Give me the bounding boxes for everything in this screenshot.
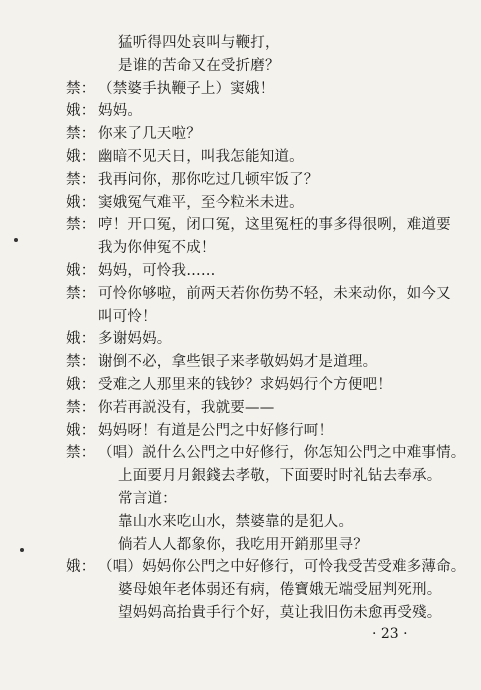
line-text: 妈妈呀！有道是公門之中好修行呵！ xyxy=(98,422,334,439)
line-text: 猛听得四处哀叫与鞭打， xyxy=(118,35,280,51)
line-text: 多谢妈妈。 xyxy=(98,331,172,348)
line-text: 倘若人人都象你，我吃用开銷那里寻？ xyxy=(118,536,368,553)
line-text: 叫可怜！ xyxy=(98,308,157,325)
speaker-label: 娥： xyxy=(66,559,96,576)
margin-mark xyxy=(14,238,18,242)
speaker-label: 娥： xyxy=(66,103,96,120)
speaker-label: 禁： xyxy=(66,217,96,234)
line-text: 妈妈。 xyxy=(98,103,143,120)
speaker-label: 娥： xyxy=(66,263,96,279)
page-number: · 23 · xyxy=(372,626,408,642)
line-text: 婆母娘年老体弱还有病，倦寶娥无端受屈判死刑。 xyxy=(118,582,442,599)
speaker-label: 禁： xyxy=(66,399,96,416)
speaker-label: 娥： xyxy=(66,149,96,165)
speaker-label: 禁： xyxy=(66,285,96,302)
speaker-label: 禁： xyxy=(66,445,96,462)
speaker-label: 娥： xyxy=(66,422,96,439)
line-text: 你来了几天啦？ xyxy=(98,126,201,143)
speaker-label: 娥： xyxy=(66,194,96,211)
margin-mark xyxy=(20,548,24,552)
line-text: 靠山水来吃山水，禁婆靠的是犯人。 xyxy=(118,513,354,530)
speaker-label: 娥： xyxy=(66,331,96,348)
line-text: 窦娥冤气难平，至今粒米未进。 xyxy=(98,194,304,211)
line-text: （禁婆手执鞭子上）窦娥！ xyxy=(98,80,275,97)
line-text: 是谁的苦命又在受折磨？ xyxy=(118,57,280,74)
line-text: 上面要月月銀錢去孝敬，下面要时时礼钻去奉承。 xyxy=(118,468,442,485)
line-text: 我为你伸冤不成！ xyxy=(98,240,216,257)
speaker-label: 禁： xyxy=(66,80,96,97)
line-text: 受难之人那里来的钱钞？求妈妈行个方便吧！ xyxy=(98,377,392,393)
speaker-label: 娥： xyxy=(66,377,96,393)
speaker-label: 禁： xyxy=(66,354,96,371)
line-text: 你若再説没有，我就要—— xyxy=(98,399,275,416)
line-text: 望妈妈高抬貴手行个好，莫让我旧伤未愈再受殘。 xyxy=(118,605,442,621)
line-text: 幽暗不见天日，叫我怎能知道。 xyxy=(98,149,304,165)
line-text: 可怜你够啦，前两天若你伤势不轻，未来动你，如今又 xyxy=(98,285,451,302)
line-text: 常言道： xyxy=(118,491,177,507)
speaker-label: 禁： xyxy=(66,171,96,188)
line-text: （唱）妈妈你公門之中好修行，可怜我受苦受难多薄命。 xyxy=(98,559,466,576)
line-text: 谢倒不必，拿些银子来孝敬妈妈才是道理。 xyxy=(98,354,378,371)
line-text: （唱）説什么公門之中好修行，你怎知公門之中难事情。 xyxy=(98,445,466,462)
line-text: 妈妈，可怜我…… xyxy=(98,263,216,279)
line-text: 哼！开口冤，闭口冤，这里冤枉的事多得很咧，难道要 xyxy=(98,217,451,234)
line-text: 我再问你，那你吃过几顿牢饭了？ xyxy=(98,171,319,188)
speaker-label: 禁： xyxy=(66,126,96,143)
